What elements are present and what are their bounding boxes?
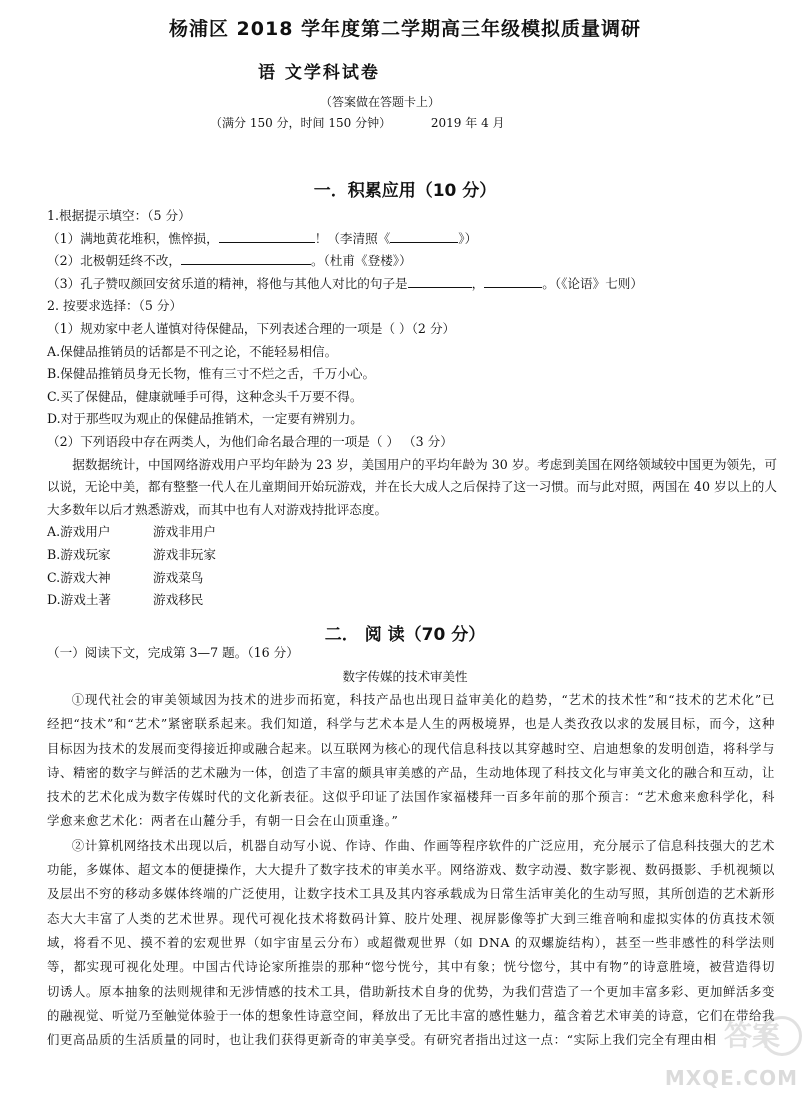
q2-option-pair: B.游戏玩家 游戏非玩家 (47, 546, 216, 562)
q2-option: C.买了保健品，健康就唾手可得，这种念头千万要不得。 (47, 388, 363, 404)
exam-meta (210, 114, 505, 131)
exam-subtitle: 语 文学科试卷 (258, 63, 380, 83)
section2-intro: （一）阅读下文，完成第 3—7 题。（16 分） (47, 645, 299, 660)
answer-blank (484, 273, 542, 288)
article-body (47, 688, 775, 1052)
section2-heading: 二． 阅 读（70 分） (324, 625, 486, 645)
watermark-logo: 答案 (723, 1019, 780, 1052)
article-title: 数字传媒的技术审美性 (342, 669, 468, 684)
score-time: （满分 150 分，时间 150 分钟） (210, 116, 392, 130)
q2-passage: 据数据统计，中国网络游戏用户平均年龄为 23 岁，美国用户的平均年龄为 30 岁。考虑到美国在网络领域较中国更为领先，可以说，无论中美，都有整整一代人在儿童期间开始玩游戏，并在长大成人之后保持了这一习惯。而与此对照，两国在 40 岁以上的人大多数年以后才熟悉游戏，而其中也有人对游戏持批评态度。 (47, 456, 777, 517)
q1-stem: 1.根据提示填空：（5 分） (47, 208, 191, 223)
article-paragraph: ①现代社会的审美领域因为技术的进步而拓宽，科技产品也出现日益审美化的趋势，“艺术的技术性”和“技术的艺术化”已经把“技术”和“艺术”紧密联系起来。我们知道，科学与艺术本是人生的两极境界，也是人类孜孜以求的发展目标，而今，这种目标因为技术的发展而变得接近抑或融合起来。以互联网为核心的现代信息科技以其穿越时空、启迪想象的发明创造，将科学与诗、精密的数字与鲜活的艺术融为一体，创造了丰富的颇具审美感的产品，生动地体现了科技文化与审美文化的融合和互动，让技术的艺术化成为数字传媒时代的文化新表征。这似乎印证了法国作家福楼拜一百多年前的那个预言：“艺术愈来愈科学化，科学愈来愈艺术化：两者在山麓分手，有朝一日会在山顶重逢。” (47, 692, 775, 829)
answer-blank (408, 273, 472, 288)
section1-body (47, 205, 777, 612)
answer-blank (219, 228, 315, 243)
exam-date: 2019 年 4 月 (430, 116, 505, 130)
q1-item-2: （2）北极朝廷终不改， 。（杜甫《登楼》） (47, 250, 777, 273)
page-title: 杨浦区 2018 学年度第二学期高三年级模拟质量调研 (168, 18, 642, 40)
q2-sub1: （1）规劝家中老人谨慎对待保健品，下列表述合理的一项是（ ）（2 分） (47, 320, 456, 336)
q1-item-1: （1）满地黄花堆积，憔悴损， ！（李清照《 》） (47, 228, 777, 251)
section1-heading: 一．积累应用（10 分） (313, 181, 497, 201)
q2-option-pair: A.游戏用户 游戏非用户 (47, 524, 216, 540)
q2-option: A.保健品推销员的话都是不刊之论，不能轻易相信。 (47, 343, 338, 359)
article-paragraph: ②计算机网络技术出现以后，机器自动写小说、作诗、作曲、作画等程序软件的广泛应用，充分展示了信息科技强大的艺术功能，多媒体、超文本的便捷操作，大大提升了数字技术的审美水平。网络游戏、数字动漫、数字影视、数码摄影、手机视频以及层出不穷的移动多媒体终端的广泛使用，让数字技术工具及其内容承载成为日常生活审美化的生动写照，其所创造的艺术新形态大大丰富了人类的艺术世界。现代可视化技术将数码计算、胶片处理、视屏影像等扩大到三维音响和虚拟实体的仿真技术领域，将看不见、摸不着的宏观世界（如宇宙星云分布）或超微观世界（如 DNA 的双螺旋结构），甚至一些非感性的科学法则等，都实现可视化处理。中国古代诗论家所推崇的那种“惚兮恍兮，其中有象；恍兮惚兮，其中有物”的诗意胜境，被营造得切切诱人。原本抽象的法则规律和无涉情感的技术工具，借助新技术自身的优势，为我们营造了一个更加丰富多彩、更加鲜活多变的融视觉、听觉乃至触觉体验于一体的想象性诗意空间，释放出了无比丰富的感性魅力，蕴含着艺术审美的诗意，它们在带给我们更高品质的生活质量的同时，也让我们获得更新奇的审美享受。有研究者指出过这一点：“实际上我们完全有理由相 (47, 837, 775, 1048)
watermark-site: MXQE.COM (664, 1066, 798, 1090)
watermark (652, 1014, 802, 1092)
q2-option-pair: D.游戏土著 游戏移民 (47, 592, 204, 608)
q2-stem: 2. 按要求选择：（5 分） (47, 298, 183, 314)
answer-note: （答案做在答题卡上） (320, 95, 441, 109)
answer-blank (181, 250, 311, 265)
answer-blank (390, 228, 458, 243)
q2-sub2: （2）下列语段中存在两类人，为他们命名最合理的一项是（ ） （3 分） (47, 433, 453, 449)
q2-option: D.对于那些叹为观止的保健品推销术，一定要有辨别力。 (47, 411, 363, 427)
q1-item-3: （3）孔子赞叹颜回安贫乐道的精神，将他与其他人对比的句子是 ， 。（《论语》七则） (47, 273, 777, 296)
q2-option-pair: C.游戏大神 游戏菜鸟 (47, 569, 204, 585)
q2-option: B.保健品推销员身无长物，惟有三寸不烂之舌，千万小心。 (47, 366, 376, 382)
